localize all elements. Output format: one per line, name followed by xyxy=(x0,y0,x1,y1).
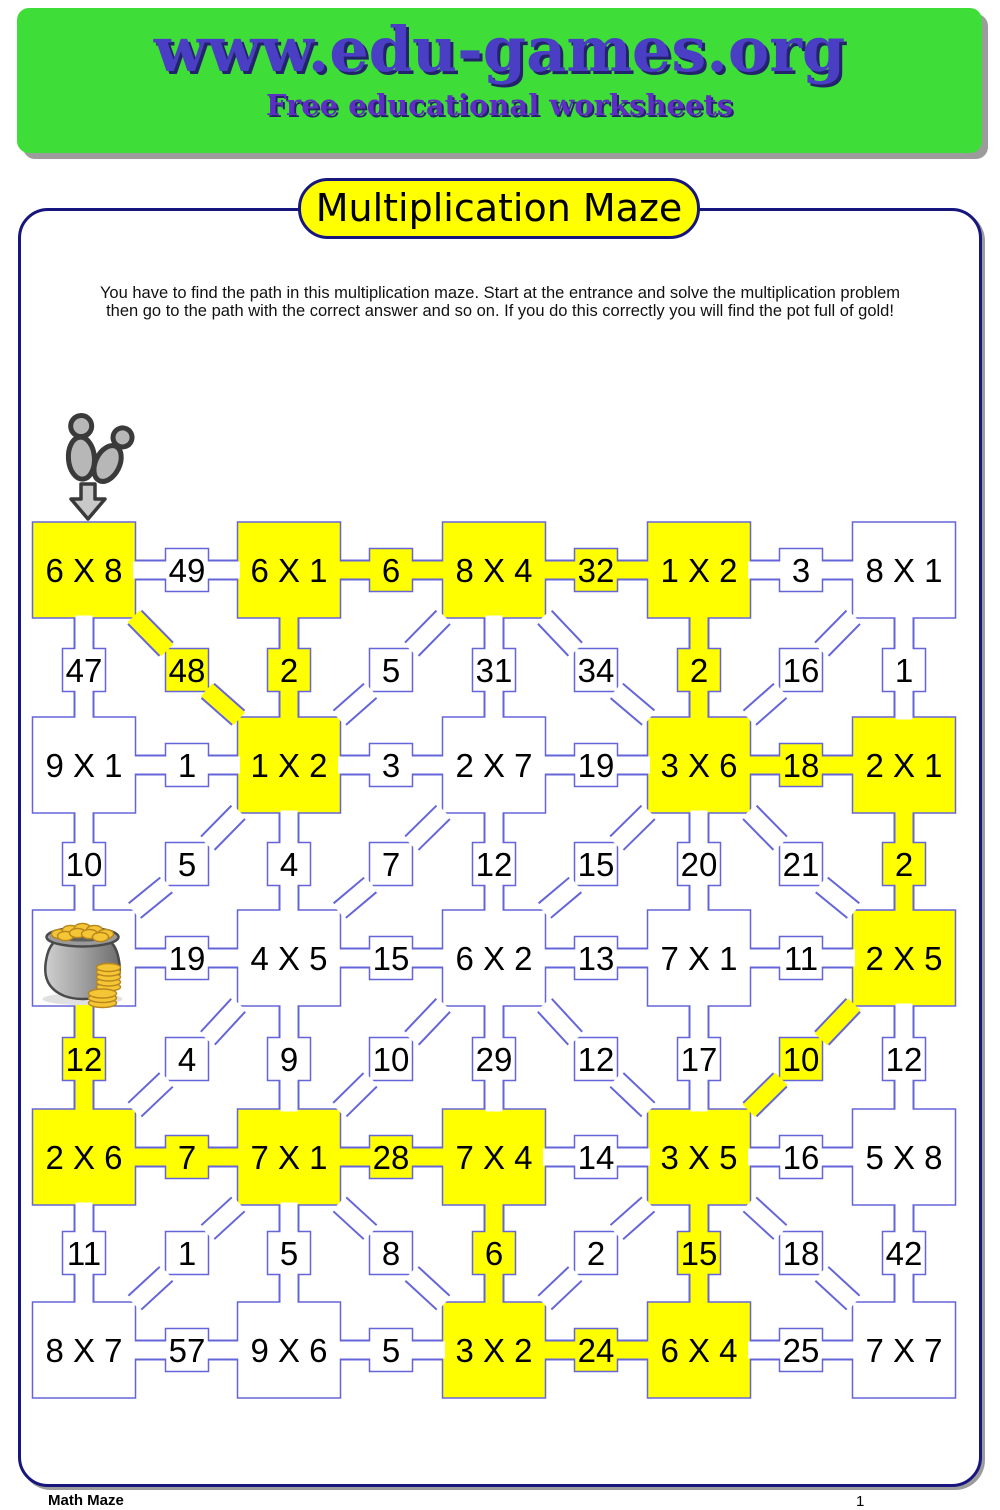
maze-corridor xyxy=(411,1273,445,1304)
maze-cell-label: 7 X 4 xyxy=(455,1139,533,1176)
maze-cell-label: 25 xyxy=(782,1332,820,1369)
maze-cell-label: 5 xyxy=(381,1332,401,1369)
maze-cell-label: 7 xyxy=(177,1139,197,1176)
maze-corridor xyxy=(411,616,445,650)
maze-cell-label: 1 xyxy=(177,1235,197,1272)
footer-right-text: 1 xyxy=(856,1493,865,1510)
maze-corridor xyxy=(616,1079,650,1111)
maze-corridor xyxy=(821,884,855,912)
maze-cell-label: 7 X 1 xyxy=(660,940,738,977)
maze-corridor xyxy=(749,811,782,844)
maze-corridor xyxy=(411,811,445,844)
maze-cell-label: 13 xyxy=(577,940,615,977)
maze-corridor xyxy=(616,690,650,719)
maze-cell-label: 31 xyxy=(475,652,513,689)
maze-cell-label: 2 X 5 xyxy=(865,940,943,977)
maze-cell-label: 2 X 7 xyxy=(455,747,533,784)
maze-cell-label: 20 xyxy=(680,846,718,883)
maze-cell-label: 21 xyxy=(782,846,820,883)
maze-cell-label: 12 xyxy=(65,1041,103,1078)
maze-cell-label: 3 X 6 xyxy=(660,747,738,784)
pot-of-gold-icon xyxy=(43,923,123,1007)
site-subtitle: Free educational worksheets xyxy=(265,88,734,122)
maze-cell-label: 5 xyxy=(279,1235,299,1272)
maze-cell-label: 7 X 1 xyxy=(250,1139,328,1176)
maze-corridor xyxy=(207,1203,240,1233)
maze-cell-label: 1 X 2 xyxy=(660,552,738,589)
footer-left-text: Math Maze xyxy=(48,1492,124,1509)
maze-corridor xyxy=(339,1203,372,1233)
maze-cell-label: 24 xyxy=(577,1332,615,1369)
maze-cell-label: 15 xyxy=(680,1235,718,1272)
maze-cell-label: 4 xyxy=(177,1041,197,1078)
maze-cell-label: 14 xyxy=(577,1139,615,1176)
maze-cell-label: 2 X 1 xyxy=(865,747,943,784)
maze-cell-label: 15 xyxy=(577,846,615,883)
maze-corridor xyxy=(134,1273,168,1304)
maze-cell-label: 6 X 8 xyxy=(45,552,123,589)
maze-cell-label: 32 xyxy=(577,552,615,589)
maze-cell-label: 11 xyxy=(783,940,819,977)
maze-cell-label: 18 xyxy=(782,1235,820,1272)
maze-corridor xyxy=(749,690,782,719)
maze-cell-label: 15 xyxy=(372,940,410,977)
maze-corridor xyxy=(207,1004,239,1039)
maze-cell-label: 4 xyxy=(279,846,299,883)
maze-corridor xyxy=(544,1273,577,1304)
maze-cell-label: 8 xyxy=(381,1235,401,1272)
maze-corridor xyxy=(339,1079,372,1111)
maze-cell-label: 28 xyxy=(372,1139,410,1176)
maze-cell-label: 2 xyxy=(279,652,299,689)
maze-cell-label: 47 xyxy=(65,652,103,689)
maze-cell-label: 6 xyxy=(381,552,401,589)
maze-cell-label: 1 xyxy=(894,652,914,689)
maze-cell-label: 12 xyxy=(577,1041,615,1078)
maze-cell-label: 8 X 4 xyxy=(455,552,533,589)
maze-corridor xyxy=(411,1004,444,1039)
maze-corridor xyxy=(749,1079,782,1111)
maze-cell-label: 57 xyxy=(168,1332,206,1369)
maze-corridor xyxy=(339,884,372,912)
maze-cell-label: 6 X 1 xyxy=(250,552,328,589)
maze-cell-label: 34 xyxy=(577,652,615,689)
maze-cell-label: 49 xyxy=(168,552,206,589)
maze-cell-label: 8 X 7 xyxy=(45,1332,123,1369)
maze-cell-label: 5 xyxy=(381,652,401,689)
maze-cell-label: 7 X 7 xyxy=(865,1332,943,1369)
maze-cell-label: 4 X 5 xyxy=(250,940,328,977)
maze-corridor xyxy=(207,811,240,844)
maze-corridor xyxy=(134,1079,168,1111)
maze-cell-label: 2 xyxy=(894,846,914,883)
maze-cell-label: 6 xyxy=(484,1235,504,1272)
maze-cell-label: 9 X 1 xyxy=(45,747,123,784)
maze-cell-label: 17 xyxy=(680,1041,718,1078)
entrance-arrow-icon xyxy=(71,484,105,519)
maze-corridor xyxy=(616,1203,650,1233)
maze-corridor xyxy=(207,690,240,719)
maze-cell-label: 1 X 2 xyxy=(250,747,328,784)
maze-cell-label: 11 xyxy=(66,1235,102,1272)
maze-cell-label: 7 xyxy=(381,846,401,883)
maze-cell-label: 2 X 6 xyxy=(45,1139,123,1176)
maze-cell-label: 6 X 2 xyxy=(455,940,533,977)
maze-corridor xyxy=(544,884,577,912)
maze-cell-label: 3 X 2 xyxy=(455,1332,533,1369)
maze-cell-label: 42 xyxy=(885,1235,923,1272)
maze-cell-label: 16 xyxy=(782,1139,820,1176)
maze-corridor xyxy=(616,811,650,844)
maze-corridor xyxy=(821,1273,855,1304)
maze-cell-label: 8 X 1 xyxy=(865,552,943,589)
maze-corridor xyxy=(821,1004,854,1039)
maze-cell-label: 19 xyxy=(168,940,206,977)
maze-cell-label: 10 xyxy=(372,1041,410,1078)
maze-cell-label: 3 xyxy=(791,552,811,589)
maze-corridor xyxy=(544,1004,576,1039)
instructions-line1: You have to find the path in this multiplication maze. Start at the entrance and solve the multiplication problem xyxy=(99,284,901,302)
maze-corridor xyxy=(544,616,576,650)
site-title: www.edu-games.org xyxy=(153,13,846,86)
worksheet-title-badge xyxy=(298,178,700,239)
maze-cell-label: 16 xyxy=(782,652,820,689)
maze-cell-label: 3 xyxy=(381,747,401,784)
maze-cell-label: 10 xyxy=(65,846,103,883)
maze-cell-label: 9 xyxy=(279,1041,299,1078)
maze-cell-label: 10 xyxy=(782,1041,820,1078)
maze-cell-label: 48 xyxy=(168,652,206,689)
maze-corridor xyxy=(134,884,168,912)
maze-cell-label: 12 xyxy=(475,846,513,883)
maze-cell-label: 3 X 5 xyxy=(660,1139,738,1176)
maze-corridor xyxy=(339,690,372,719)
maze-cell-label: 1 xyxy=(177,747,197,784)
instructions-line2: then go to the path with the correct answer and so on. If you do this correctly you will find the pot full of gold! xyxy=(106,301,894,320)
maze-cell-label: 5 X 8 xyxy=(865,1139,943,1176)
maze-corridor xyxy=(749,1203,782,1233)
maze-cell-label: 6 X 4 xyxy=(660,1332,738,1369)
footprints-icon xyxy=(65,415,135,486)
maze-cell-label: 9 X 6 xyxy=(250,1332,328,1369)
maze-cell-label: 5 xyxy=(177,846,197,883)
maze-corridor xyxy=(821,616,855,650)
maze-cell-label: 18 xyxy=(782,747,820,784)
worksheet-title: Multiplication Maze xyxy=(315,186,683,230)
maze-cell-label: 12 xyxy=(885,1041,923,1078)
maze-cell-label: 2 xyxy=(689,652,709,689)
maze-cell-label: 2 xyxy=(586,1235,606,1272)
maze-cell-label: 29 xyxy=(475,1041,513,1078)
maze-corridor xyxy=(134,616,168,650)
maze-cell-label: 19 xyxy=(577,747,615,784)
